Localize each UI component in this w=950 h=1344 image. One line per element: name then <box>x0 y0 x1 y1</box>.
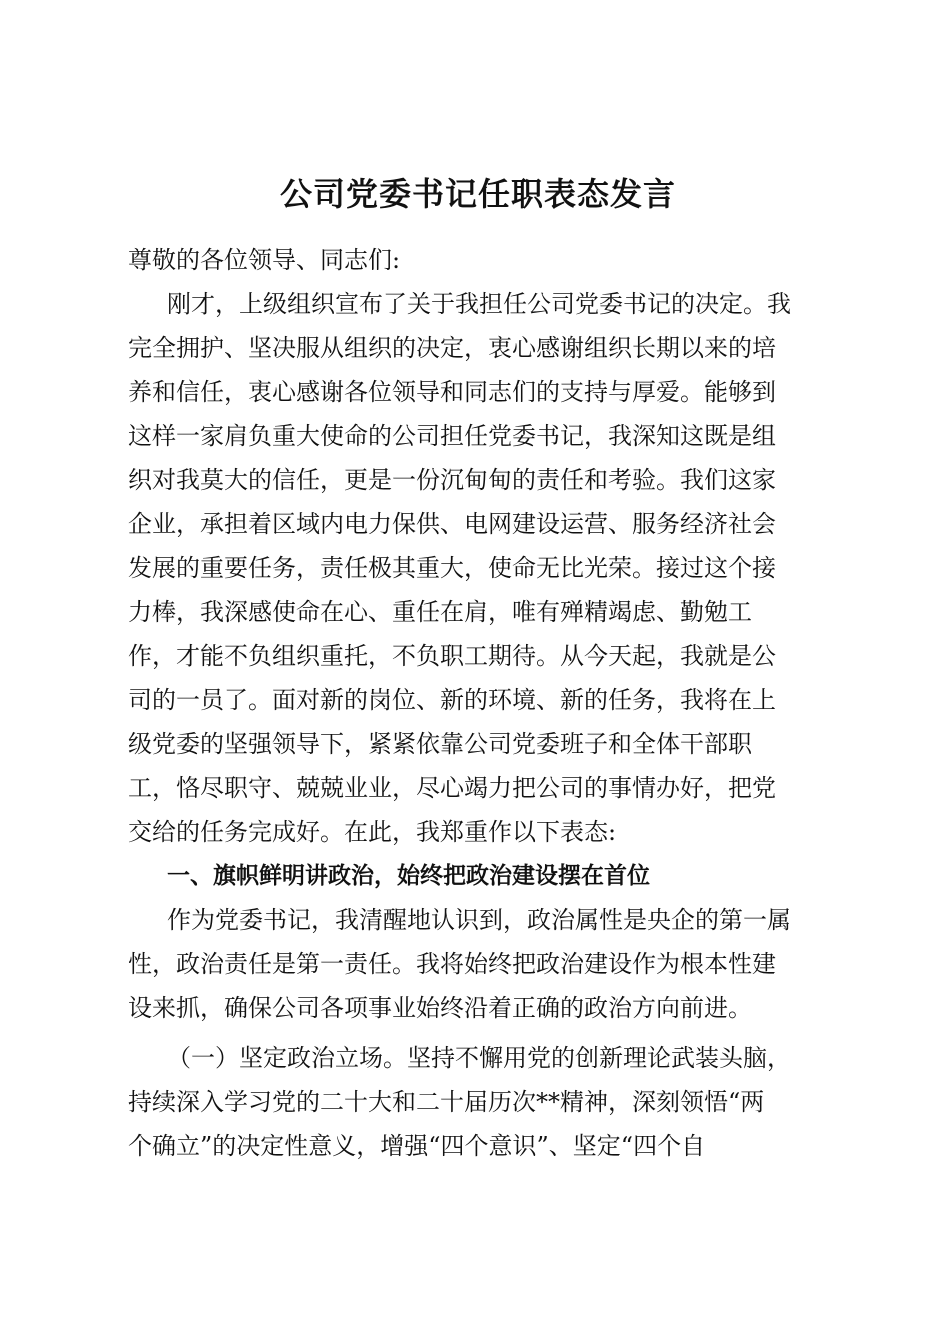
paragraph-line: 个确立”的决定性意义，增强“四个意识”、坚定“四个自 <box>128 1132 706 1160</box>
paragraph-line: 交给的任务完成好。在此，我郑重作以下表态: <box>128 818 617 846</box>
section-heading-1: 一、旗帜鲜明讲政治，始终把政治建设摆在首位 <box>167 863 650 889</box>
paragraph-line: 作为党委书记，我清醒地认识到，政治属性是央企的第一属 <box>167 906 791 934</box>
paragraph-line: 养和信任，衷心感谢各位领导和同志们的支持与厚爱。能够到 <box>128 378 776 406</box>
paragraph-opening <box>128 282 828 854</box>
paragraph-line: 织对我莫大的信任，更是一份沉甸甸的责任和考验。我们这家 <box>128 466 776 494</box>
paragraph-political <box>128 898 828 1030</box>
paragraph-line: 企业，承担着区域内电力保供、电网建设运营、服务经济社会 <box>128 510 776 538</box>
paragraph-line: （一）坚定政治立场。坚持不懈用党的创新理论武装头脑， <box>167 1044 791 1072</box>
document-body <box>128 168 828 1168</box>
paragraph-stance <box>128 1036 828 1168</box>
paragraph-line: 完全拥护、坚决服从组织的决定，衷心感谢组织长期以来的培 <box>128 334 776 362</box>
paragraph-line: 力棒，我深感使命在心、重任在肩，唯有殚精竭虑、勤勉工 <box>128 598 752 626</box>
salutation: 尊敬的各位领导、同志们: <box>128 246 401 274</box>
paragraph-line: 工，恪尽职守、兢兢业业，尽心竭力把公司的事情办好，把党 <box>128 774 776 802</box>
paragraph-line: 发展的重要任务，责任极其重大，使命无比光荣。接过这个接 <box>128 554 776 582</box>
paragraph-line: 司的一员了。面对新的岗位、新的环境、新的任务，我将在上 <box>128 686 776 714</box>
paragraph-line: 这样一家肩负重大使命的公司担任党委书记，我深知这既是组 <box>128 422 776 450</box>
paragraph-line: 刚才，上级组织宣布了关于我担任公司党委书记的决定。我 <box>167 290 791 318</box>
paragraph-line: 性，政治责任是第一责任。我将始终把政治建设作为根本性建 <box>128 950 776 978</box>
paragraph-line: 设来抓，确保公司各项事业始终沿着正确的政治方向前进。 <box>128 994 752 1022</box>
document-title: 公司党委书记任职表态发言 <box>279 175 676 213</box>
paragraph-line: 作，才能不负组织重托，不负职工期待。从今天起，我就是公 <box>128 642 776 670</box>
paragraph-line: 级党委的坚强领导下，紧紧依靠公司党委班子和全体干部职 <box>128 730 752 758</box>
paragraph-line: 持续深入学习党的二十大和二十届历次**精神，深刻领悟“两 <box>128 1088 765 1116</box>
